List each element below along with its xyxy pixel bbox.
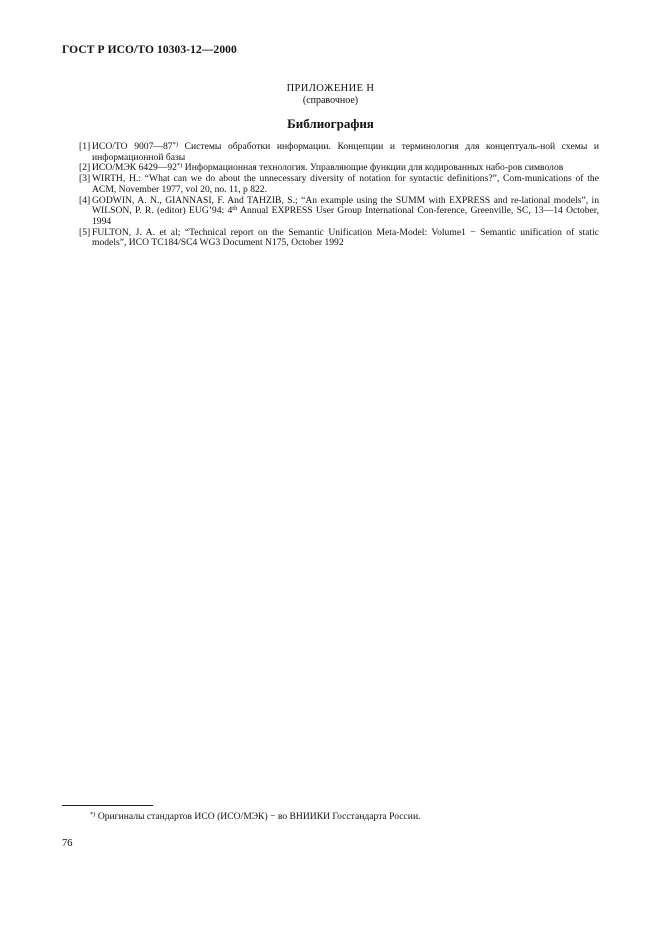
- reference-number: [5]: [79, 226, 91, 238]
- footnote-text: Оригиналы стандартов ИСО (ИСО/МЭК) − во ВНИИКИ Госстандарта России.: [95, 811, 421, 822]
- page-number: 76: [62, 838, 73, 849]
- reference-text: ИСО/МЭК 6429—92*) Информационная технология. Управляющие функции для кодированных набо-ров символов: [92, 162, 564, 174]
- reference-text: GODWIN, A. N., GIANNASI, F. And TAHZIB, S.; “An example using the SUMM with EXPRESS and re-lational models”, in WILSON, P. R. (editor) EUG’94: 4th Annual EXPRESS User Group International Con-ference, Greenville, SC, 13—14 October, 1994: [92, 194, 599, 227]
- footnote-marker: *): [90, 811, 96, 818]
- reference-item: [79, 196, 599, 228]
- reference-number: [2]: [79, 162, 91, 174]
- bibliography-list: [79, 142, 599, 249]
- standard-designation: ГОСТ Р ИСО/ТО 10303-12—2000: [62, 44, 237, 56]
- reference-text: WIRTH, H.: “What can we do about the unnecessary diversity of notation for syntactic definitions?”, Com-munications of the ACM, November 1977, vol 20, no. 11, p 822.: [92, 173, 599, 195]
- footnote-marker: *): [172, 141, 178, 148]
- footnote: [90, 811, 420, 822]
- reference-number: [1]: [79, 141, 91, 152]
- reference-item: [79, 228, 599, 249]
- appendix-title: ПРИЛОЖЕНИЕ Н: [286, 83, 375, 94]
- footnote-marker: *): [176, 162, 183, 170]
- reference-item: [79, 174, 599, 195]
- reference-number: [4]: [79, 194, 91, 206]
- reference-text: FULTON, J. A. et al; “Technical report on the Semantic Unification Meta-Model: Volume1 − Semantic unification of static models”, ИСО TC184/SC4 WG3 Document N175, October 1992: [92, 226, 599, 249]
- bibliography-title: Библиография: [287, 116, 374, 131]
- ordinal-suffix: th: [232, 205, 238, 213]
- reference-item: [79, 142, 599, 163]
- appendix-heading: [0, 83, 661, 107]
- reference-number: [3]: [79, 173, 91, 185]
- footnote-divider: [62, 805, 153, 806]
- reference-text: ИСО/ТО 9007—87*) Системы обработки информации. Концепции и терминология для концептуаль-ной схемы и информационной базы: [92, 141, 600, 163]
- appendix-subtitle: (справочное): [302, 95, 359, 106]
